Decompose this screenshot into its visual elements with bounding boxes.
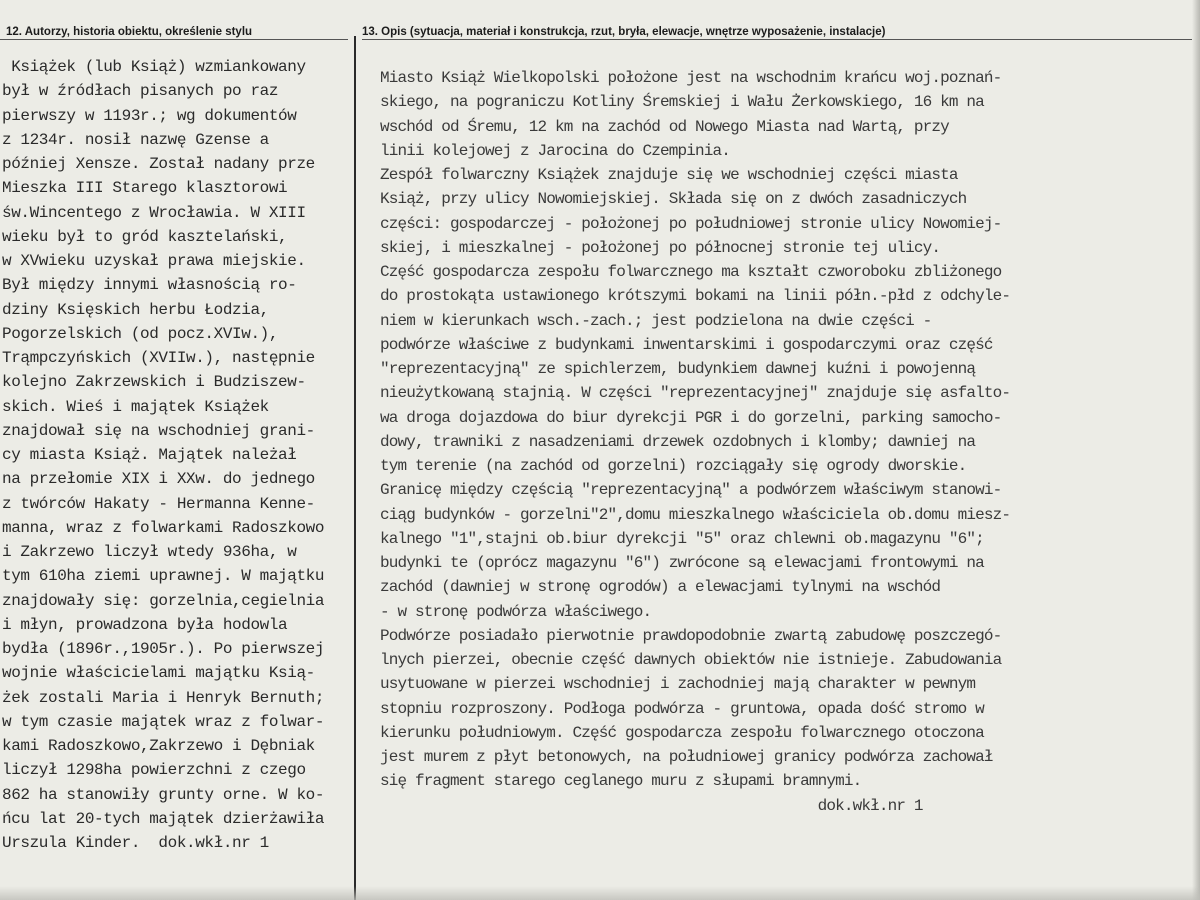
description-text-line: się fragment starego ceglanego muru z słupami bramnymi. bbox=[380, 772, 862, 791]
description-text-line: kierunku południowym. Część gospodarcza zespołu folwarcznego otoczona bbox=[380, 723, 984, 742]
history-text-line: Książek (lub Książ) wzmiankowany bbox=[2, 58, 306, 76]
history-text-line: dziny Księskich herbu Łodzia, bbox=[2, 300, 269, 319]
description-text-line: nieużytkowaną stajnią. W części "reprezentacyjnej" znajduje się asfalto- bbox=[380, 384, 1011, 403]
history-text-line: ńcu lat 20-tych majątek dzierżawiła bbox=[2, 809, 325, 828]
description-text-line: "reprezentacyjną" ze spichlerzem, budynkiem dawnej kuźni i powojenną bbox=[380, 360, 976, 378]
history-text-line: z 1234r. nosił nazwę Gzense a bbox=[2, 130, 269, 149]
history-text-line: wieku był to gród kasztelański, bbox=[2, 227, 288, 246]
description-text-line: usytuowane w pierzei wschodniej i zachodniej mają charakter w pewnym bbox=[380, 675, 976, 694]
history-text-line: Pogorzelskich (od pocz.XVIw.), bbox=[2, 324, 279, 343]
description-text-line: Miasto Książ Wielkopolski położone jest na wschodnim krańcu woj.poznań- bbox=[380, 69, 1002, 87]
history-text-line: w XVwieku uzyskał prawa miejskie. bbox=[2, 252, 306, 270]
history-text-line: Urszula Kinder. dok.wkł.nr 1 bbox=[2, 834, 269, 852]
history-text-line: tym 610ha ziemi uprawnej. W majątku bbox=[2, 567, 325, 586]
history-text-line: liczył 1298ha powierzchni z czego bbox=[2, 761, 306, 780]
history-text-line: Trąmpczyńskich (XVIIw.), następnie bbox=[2, 349, 315, 367]
description-text-line: kalnego "1",stajni ob.biur dyrekcji "5" oraz chlewni ob.magazynu "6"; bbox=[380, 529, 984, 548]
history-text-line: bydła (1896r.,1905r.). Po pierwszej bbox=[2, 640, 325, 658]
history-text-line: św.Wincentego z Wrocławia. W XIII bbox=[2, 203, 306, 222]
history-text-line: 862 ha stanowiły grunty orne. W ko- bbox=[2, 785, 325, 804]
history-text-line: wojnie właścicielami majątku Ksią- bbox=[2, 664, 315, 683]
column-divider bbox=[354, 36, 356, 900]
history-text-line: pierwszy w 1193r.; wg dokumentów bbox=[2, 106, 297, 125]
description-text-line: Zespół folwarczny Książek znajduje się we wschodniej części miasta bbox=[380, 166, 958, 184]
description-text-column bbox=[380, 66, 1195, 818]
description-text-line: - w stronę podwórza właściwego. bbox=[380, 602, 652, 621]
description-text-line: skiej, i mieszkalnej - położonej po północnej stronie tej ulicy. bbox=[380, 238, 941, 257]
history-text-line: kolejno Zakrzewskich i Budziszew- bbox=[2, 373, 306, 392]
description-text-line: wschód od Śremu, 12 km na zachód od Nowego Miasta nad Wartą, przy bbox=[380, 117, 949, 136]
description-text-line: Podwórze posiadało pierwotnie prawdopodobnie zwartą zabudowę poszczegó- bbox=[380, 626, 1002, 645]
section-13-header: 13. Opis (sytuacja, materiał i konstrukcja, rzut, bryła, elewacje, wnętrze wyposażenie, instalacje) bbox=[362, 26, 886, 38]
description-text-line: tym terenie (na zachód od gorzelni) rozciągały się ogrody dworskie. bbox=[380, 457, 967, 475]
description-text-line: wa droga dojazdowa do biur dyrekcji PGR i do gorzelni, parking samocho- bbox=[380, 408, 1002, 427]
history-text-line: i młyn, prowadzona była hodowla bbox=[2, 615, 288, 634]
history-text-line: cy miasta Książ. Majątek należał bbox=[2, 446, 297, 464]
description-text-line: linii kolejowej z Jarocina do Czempinia. bbox=[380, 141, 731, 160]
description-text-line: ciąg budynków - gorzelni"2",domu mieszkalnego właściciela ob.domu miesz- bbox=[380, 505, 1011, 524]
history-text-line: był w źródłach pisanych po raz bbox=[2, 82, 279, 101]
history-text-line: na przełomie XIX i XXw. do jednego bbox=[2, 470, 315, 489]
page-bottom-shadow bbox=[0, 886, 1200, 900]
description-text-line: podwórze właściwe z budynkami inwentarskimi i gospodarczymi oraz część bbox=[380, 335, 993, 354]
history-text-column bbox=[2, 55, 354, 855]
description-text-line: części: gospodarczej - położonej po południowej stronie ulicy Nowomiej- bbox=[380, 214, 1002, 233]
history-text-line: znajdowały się: gorzelnia,cegielnia bbox=[2, 591, 325, 610]
history-text-line: w tym czasie majątek wraz z folwar- bbox=[2, 712, 325, 731]
history-text-line: Mieszka III Starego klasztorowi bbox=[2, 179, 288, 198]
description-text-line: skiego, na pograniczu Kotliny Śremskiej i Wału Żerkowskiego, 16 km na bbox=[380, 93, 984, 112]
history-text-line: manna, wraz z folwarkami Radoszkowo bbox=[2, 518, 325, 537]
description-text-line: niem w kierunkach wsch.-zach.; jest podzielona na dwie części - bbox=[380, 311, 932, 330]
history-text-line: później Xensze. Został nadany prze bbox=[2, 155, 315, 173]
description-text-line: Część gospodarcza zespołu folwarcznego ma kształt czworoboku zbliżonego bbox=[380, 263, 1002, 281]
page-edge-shadow bbox=[1192, 0, 1200, 900]
section-12-header: 12. Autorzy, historia obiektu, określenie stylu bbox=[6, 26, 253, 38]
history-text-line: Był między innymi własnością ro- bbox=[2, 276, 297, 295]
description-text-line: do prostokąta ustawionego krótszymi bokami na linii półn.-płd z odchyle- bbox=[380, 287, 1011, 306]
header-rule-right bbox=[362, 39, 1200, 40]
description-text-line: budynki te (oprócz magazynu "6") zwrócone są elewacjami frontowymi na bbox=[380, 554, 984, 572]
description-text-line: zachód (dawniej w stronę ogrodów) a elewacjami tylnymi na wschód bbox=[380, 578, 941, 597]
history-text-line: i Zakrzewo liczył wtedy 936ha, w bbox=[2, 543, 297, 561]
history-text-line: żek zostali Maria i Henryk Bernuth; bbox=[2, 688, 325, 707]
history-text-line: kami Radoszkowo,Zakrzewo i Dębniak bbox=[2, 737, 315, 755]
history-text-line: skich. Wieś i majątek Książek bbox=[2, 397, 269, 416]
description-text-line: dok.wkł.nr 1 bbox=[380, 796, 923, 815]
description-text-line: dowy, trawniki z nasadzeniami drzewek ozdobnych i klomby; dawniej na bbox=[380, 432, 976, 451]
description-text-line: stopniu rozproszony. Podłoga podwórza - gruntowa, opada dość stromo w bbox=[380, 699, 984, 718]
description-text-line: lnych pierzei, obecnie część dawnych obiektów nie istnieje. Zabudowania bbox=[380, 651, 1002, 669]
history-text-line: znajdował się na wschodniej grani- bbox=[2, 421, 315, 440]
header-rule-left bbox=[0, 39, 348, 40]
description-text-line: Książ, przy ulicy Nowomiejskiej. Składa się on z dwóch zasadniczych bbox=[380, 190, 967, 209]
history-text-line: z twórców Hakaty - Hermanna Kenne- bbox=[2, 494, 315, 513]
description-text-line: jest murem z płyt betonowych, na południowej granicy podwórza zachował bbox=[380, 748, 993, 766]
description-text-line: Granicę między częścią "reprezentacyjną" a podwórzem właściwym stanowi- bbox=[380, 481, 1002, 500]
